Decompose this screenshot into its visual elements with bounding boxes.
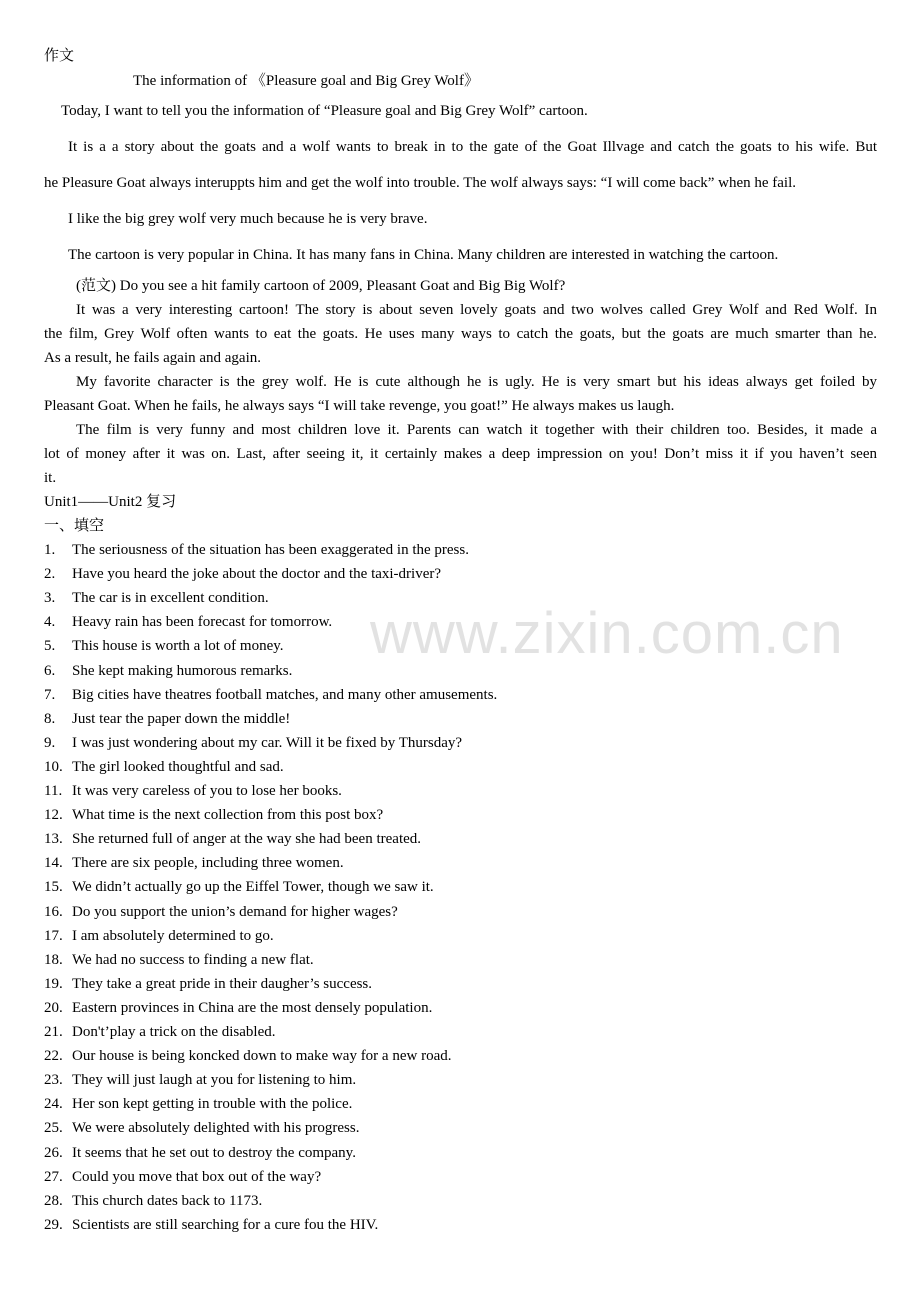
list-item-text: Don't’play a trick on the disabled.	[72, 1024, 276, 1040]
list-item	[44, 926, 274, 946]
list-item-text: We didn’t actually go up the Eiffel Tower, though we saw it.	[72, 879, 434, 896]
model-para-1-line-3: As a result, he fails again and again.	[44, 350, 262, 366]
essay-paragraph-1: Today, I want to tell you the information of “Pleasure goal and Big Grey Wolf” cartoon.	[61, 103, 588, 119]
essay-title: The information of 《Pleasure goal and Big Grey Wolf》	[133, 73, 479, 89]
list-item	[44, 685, 497, 705]
list-item-text: Scientists are still searching for a cure fou the HIV.	[72, 1216, 379, 1233]
list-item-number: 28.	[44, 1192, 63, 1209]
list-item-text: We were absolutely delighted with his progress.	[72, 1120, 360, 1137]
list-item-number: 10.	[44, 758, 63, 775]
list-item	[44, 636, 284, 656]
fill-in-section-label: 一、填空	[44, 518, 105, 534]
list-item-text: Her son kept getting in trouble with the police.	[72, 1096, 353, 1113]
list-item-number: 1.	[44, 542, 56, 558]
model-para-2-line-2: Pleasant Goat. When he fails, he always says “I will take revenge, you goat!” He always makes us laugh.	[44, 398, 675, 414]
model-essay-intro: (范文) Do you see a hit family cartoon of 2009, Pleasant Goat and Big Big Wolf?	[76, 278, 566, 294]
list-item-number: 19.	[44, 975, 63, 992]
list-item	[44, 974, 372, 994]
list-item-number: 12.	[44, 807, 63, 824]
list-item	[44, 877, 434, 897]
list-item-number: 26.	[44, 1144, 63, 1161]
essay-paragraph-4: The cartoon is very popular in China. It has many fans in China. Many children are interested in watching the cartoon.	[68, 247, 779, 263]
list-item-text: This church dates back to 1173.	[72, 1192, 263, 1209]
list-item	[44, 661, 292, 681]
list-item	[44, 540, 469, 560]
list-item-text: It was very careless of you to lose her books.	[72, 783, 342, 799]
list-item	[44, 998, 432, 1018]
list-item-number: 13.	[44, 831, 63, 848]
model-para-1-line-1: It was a very interesting cartoon! The story is about seven lovely goats and two wolves called Grey Wolf and Red Wolf. In	[76, 302, 877, 318]
list-item	[44, 733, 462, 753]
model-para-1-line-2: the film, Grey Wolf often wants to eat the goats. He uses many ways to catch the goats, but the goats are much smarter than he.	[44, 326, 877, 342]
list-item-number: 23.	[44, 1072, 63, 1089]
list-item	[44, 1143, 356, 1163]
list-item	[44, 564, 441, 584]
list-item	[44, 757, 284, 777]
list-item-text: Do you support the union’s demand for higher wages?	[72, 903, 398, 920]
list-item	[44, 1167, 321, 1187]
list-item-text: Have you heard the joke about the doctor and the taxi-driver?	[72, 566, 442, 583]
list-item-number: 9.	[44, 734, 56, 751]
list-item-number: 27.	[44, 1168, 63, 1185]
model-para-3-line-2: lot of money after it was on. Last, after seeing it, it certainly makes a deep impression on you! Don’t miss it if you haven’t seen	[44, 446, 877, 462]
list-item	[44, 1046, 451, 1066]
list-item	[44, 829, 421, 849]
essay-paragraph-3: I like the big grey wolf very much because he is very brave.	[68, 211, 428, 227]
list-item-text: I am absolutely determined to go.	[72, 927, 274, 944]
list-item	[44, 1094, 352, 1114]
list-item-number: 16.	[44, 903, 63, 920]
list-item	[44, 805, 383, 825]
list-item-number: 5.	[44, 638, 56, 655]
list-item-number: 3.	[44, 590, 56, 607]
list-item-text: There are six people, including three women.	[72, 855, 344, 872]
list-item-number: 29.	[44, 1216, 63, 1233]
list-item-number: 11.	[44, 783, 63, 799]
list-item-text: We had no success to finding a new flat.	[72, 951, 314, 968]
list-item-number: 8.	[44, 710, 56, 727]
list-item-text: Our house is being koncked down to make way for a new road.	[72, 1048, 452, 1065]
list-item-number: 22.	[44, 1048, 63, 1065]
list-item-number: 4.	[44, 614, 56, 631]
list-item-text: The seriousness of the situation has been exaggerated in the press.	[72, 542, 469, 558]
list-item-number: 20.	[44, 999, 63, 1016]
list-item-text: Could you move that box out of the way?	[72, 1168, 322, 1185]
list-item-text: They take a great pride in their daugher’s success.	[72, 975, 373, 992]
list-item-text: Heavy rain has been forecast for tomorrow.	[72, 614, 333, 631]
list-item-number: 24.	[44, 1096, 63, 1113]
list-item-number: 17.	[44, 927, 63, 944]
model-para-2-line-1: My favorite character is the grey wolf. He is cute although he is ugly. He is very smart but his ideas always get foiled by	[76, 374, 877, 390]
list-item	[44, 1215, 378, 1235]
list-item-number: 6.	[44, 662, 56, 679]
list-item-text: She kept making humorous remarks.	[72, 662, 293, 679]
list-item	[44, 1070, 356, 1090]
essay-paragraph-2-line-1: It is a a story about the goats and a wolf wants to break in to the gate of the Goat Illvage and catch the goats to his wife. But	[68, 139, 877, 155]
list-item	[44, 902, 398, 922]
list-item-number: 21.	[44, 1024, 63, 1040]
model-para-3-line-3: it.	[44, 470, 57, 486]
list-item-number: 15.	[44, 879, 63, 896]
list-item-text: They will just laugh at you for listening to him.	[72, 1072, 357, 1089]
list-item-text: The girl looked thoughtful and sad.	[72, 758, 284, 775]
list-item	[44, 853, 344, 873]
list-item	[44, 781, 342, 801]
list-item-text: I was just wondering about my car. Will it be fixed by Thursday?	[72, 734, 463, 751]
list-item-number: 7.	[44, 686, 56, 703]
section-label-composition: 作文	[44, 48, 75, 64]
model-para-3-line-1: The film is very funny and most children love it. Parents can watch it together with their children too. Besides, it made a	[76, 422, 877, 438]
list-item-number: 14.	[44, 855, 63, 872]
list-item-text: The car is in excellent condition.	[72, 590, 269, 607]
list-item-text: This house is worth a lot of money.	[72, 638, 284, 655]
list-item	[44, 612, 332, 632]
list-item	[44, 588, 269, 608]
list-item-text: It seems that he set out to destroy the company.	[72, 1144, 356, 1161]
list-item-number: 25.	[44, 1120, 63, 1137]
list-item-number: 18.	[44, 951, 63, 968]
list-item-text: She returned full of anger at the way she had been treated.	[72, 831, 422, 848]
review-heading: Unit1——Unit2 复习	[44, 494, 177, 510]
watermark: www.zixin.com.cn	[370, 601, 844, 666]
list-item-text: Just tear the paper down the middle!	[72, 710, 291, 727]
list-item-number: 2.	[44, 566, 56, 583]
essay-paragraph-2-line-2: he Pleasure Goat always interuppts him and get the wolf into trouble. The wolf always says: “I will come back” when he fail.	[44, 175, 797, 191]
list-item	[44, 950, 314, 970]
list-item	[44, 1022, 275, 1042]
list-item	[44, 1191, 262, 1211]
list-item-text: What time is the next collection from this post box?	[72, 807, 384, 824]
list-item-text: Big cities have theatres football matches, and many other amusements.	[72, 686, 498, 703]
list-item-text: Eastern provinces in China are the most densely population.	[72, 999, 433, 1016]
list-item	[44, 1118, 359, 1138]
list-item	[44, 709, 290, 729]
